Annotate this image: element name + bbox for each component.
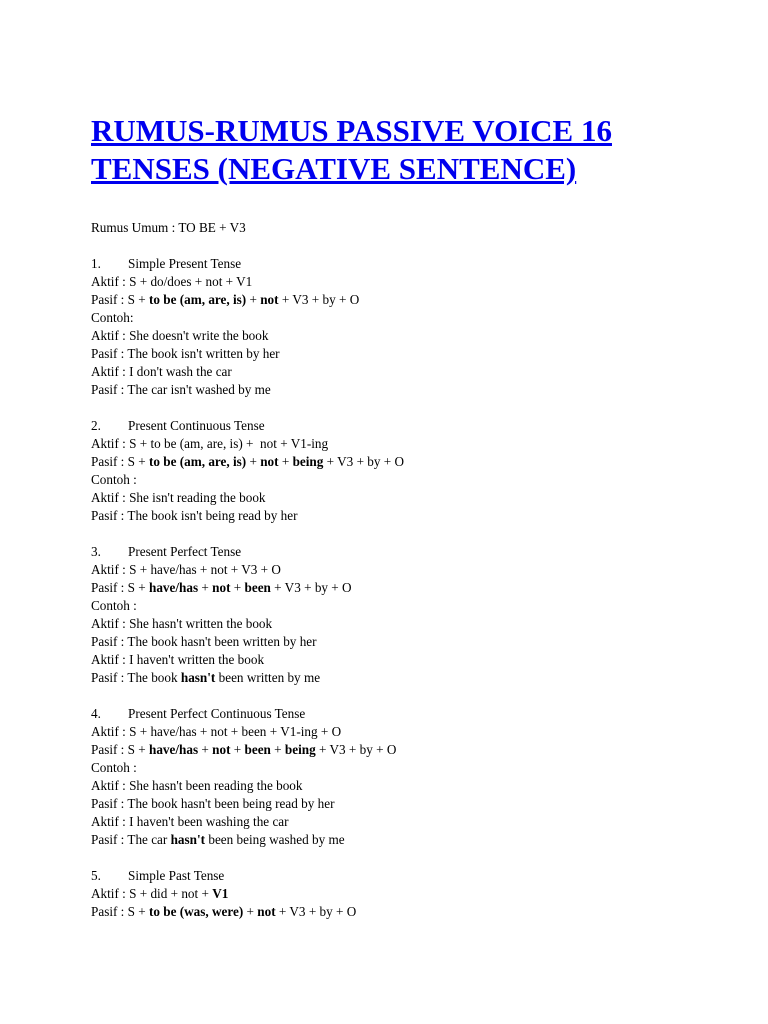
section-number: 2. xyxy=(91,418,101,433)
document-body xyxy=(91,219,731,921)
section-heading xyxy=(91,705,731,723)
section-number: 4. xyxy=(91,706,101,721)
aktif-formula: Aktif : S + did + not + V1 xyxy=(91,886,229,901)
section-title: Present Perfect Continuous Tense xyxy=(128,706,306,721)
example-line: Aktif : I haven't been washing the car xyxy=(91,814,289,829)
pasif-formula: Pasif : S + have/has + not + been + V3 + by + O xyxy=(91,580,352,595)
aktif-formula: Aktif : S + to be (am, are, is) + not + V1-ing xyxy=(91,436,329,451)
example-line: Aktif : She isn't reading the book xyxy=(91,490,266,505)
section-title: Present Perfect Tense xyxy=(128,544,242,559)
example-line: Pasif : The car isn't washed by me xyxy=(91,382,271,397)
page-title[interactable] xyxy=(91,112,731,188)
example-line: Aktif : She hasn't written the book xyxy=(91,616,273,631)
example-line: Pasif : The book hasn't been written by me xyxy=(91,670,321,685)
contoh-label: Contoh: xyxy=(91,310,134,325)
pasif-formula: Pasif : S + have/has + not + been + being + V3 + by + O xyxy=(91,742,397,757)
example-line: Pasif : The book hasn't been written by her xyxy=(91,634,317,649)
pasif-formula: Pasif : S + to be (am, are, is) + not + being + V3 + by + O xyxy=(91,454,405,469)
title-line-2[interactable]: TENSES (NEGATIVE SENTENCE) xyxy=(91,151,577,186)
contoh-label: Contoh : xyxy=(91,760,137,775)
contoh-label: Contoh : xyxy=(91,598,137,613)
aktif-formula: Aktif : S + have/has + not + V3 + O xyxy=(91,562,281,577)
section-title: Simple Present Tense xyxy=(128,256,242,271)
example-line: Aktif : I don't wash the car xyxy=(91,364,232,379)
example-line: Pasif : The book hasn't been being read by her xyxy=(91,796,335,811)
title-line-1[interactable]: RUMUS-RUMUS PASSIVE VOICE 16 xyxy=(91,113,612,148)
pasif-formula: Pasif : S + to be (was, were) + not + V3 + by + O xyxy=(91,904,357,919)
aktif-formula: Aktif : S + have/has + not + been + V1-ing + O xyxy=(91,724,342,739)
example-line: Pasif : The car hasn't been being washed by me xyxy=(91,832,345,847)
general-formula: Rumus Umum : TO BE + V3 xyxy=(91,220,246,235)
section-heading xyxy=(91,543,731,561)
example-line: Aktif : She hasn't been reading the book xyxy=(91,778,303,793)
example-line: Pasif : The book isn't being read by her xyxy=(91,508,298,523)
section-number: 3. xyxy=(91,544,101,559)
section-title: Present Continuous Tense xyxy=(128,418,265,433)
section-heading xyxy=(91,417,731,435)
section-title: Simple Past Tense xyxy=(128,868,225,883)
example-line: Pasif : The book isn't written by her xyxy=(91,346,280,361)
section-heading xyxy=(91,867,731,885)
section-heading xyxy=(91,255,731,273)
section-number: 5. xyxy=(91,868,101,883)
example-line: Aktif : She doesn't write the book xyxy=(91,328,269,343)
section-number: 1. xyxy=(91,256,101,271)
example-line: Aktif : I haven't written the book xyxy=(91,652,265,667)
contoh-label: Contoh : xyxy=(91,472,137,487)
aktif-formula: Aktif : S + do/does + not + V1 xyxy=(91,274,253,289)
pasif-formula: Pasif : S + to be (am, are, is) + not + V3 + by + O xyxy=(91,292,360,307)
